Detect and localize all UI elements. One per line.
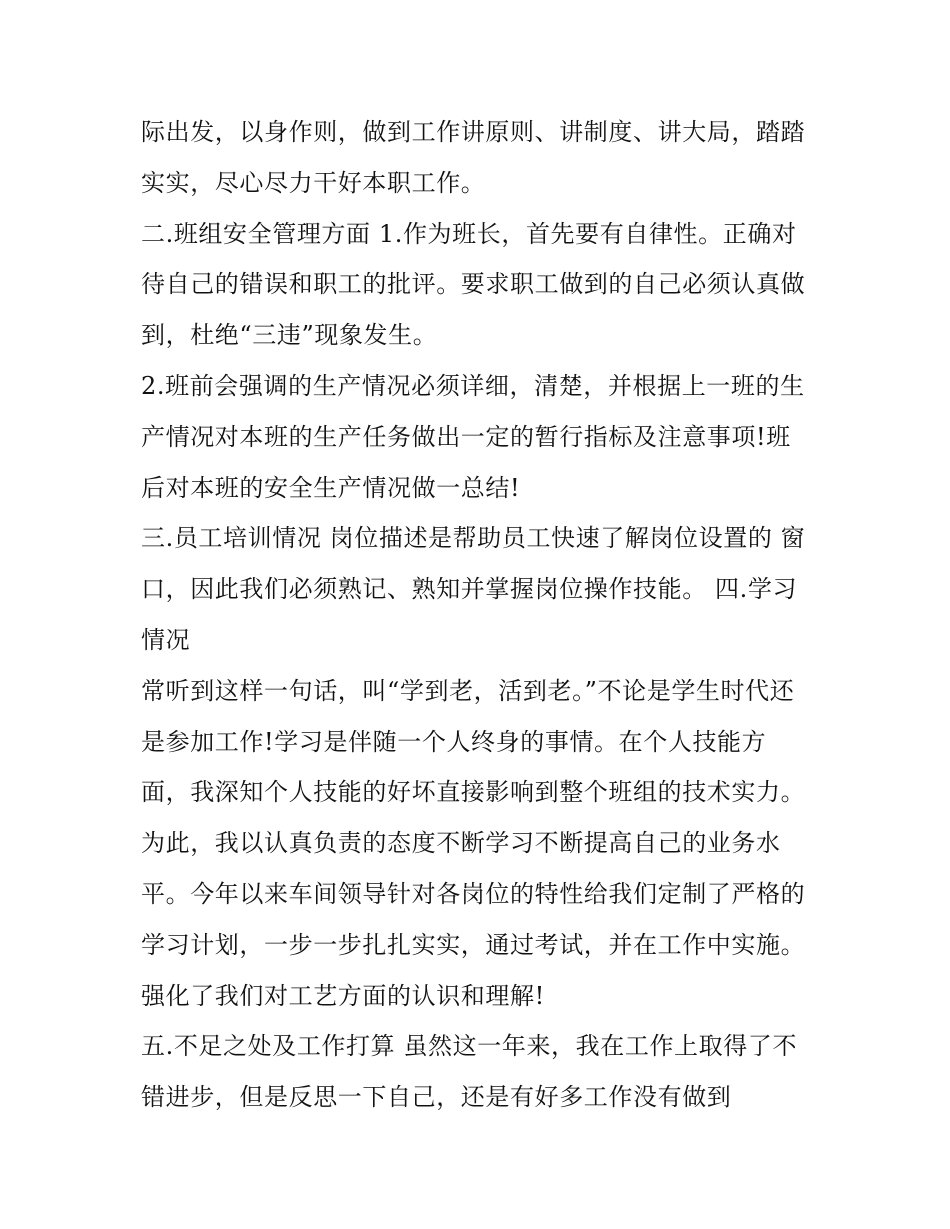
text-line: 三.员工培训情况 岗位描述是帮助员工快速了解岗位设置的 窗 <box>141 524 806 553</box>
text-line: 实实，尽心尽力干好本职工作。 <box>141 168 486 197</box>
text-line: 二.班组安全管理方面 1.作为班长，首先要有自律性。正确对 <box>141 219 797 248</box>
text-line: 产情况对本班的生产任务做出一定的暂行指标及注意事项!班 <box>141 422 791 451</box>
text-line: 情况 <box>141 625 191 654</box>
text-line: 待自己的错误和职工的批评。要求职工做到的自己必须认真做 <box>141 270 806 299</box>
text-line: 口，因此我们必须熟记、熟知并掌握岗位操作技能。 四.学习 <box>141 575 798 604</box>
text-line: 平。今年以来车间领导针对各岗位的特性给我们定制了严格的 <box>141 879 806 908</box>
text-line: 学习计划，一步一步扎扎实实，通过考试，并在工作中实施。 <box>141 930 806 959</box>
text-line: 到，杜绝“三违”现象发生。 <box>141 321 438 350</box>
text-line: 际出发，以身作则，做到工作讲原则、讲制度、讲大局，踏踏 <box>141 118 806 146</box>
document-body <box>141 107 821 1123</box>
text-line: 为此，我以认真负责的态度不断学习不断提高自己的业务水 <box>141 829 781 858</box>
text-line: 面，我深知个人技能的好坏直接影响到整个班组的技术实力。 <box>141 778 806 807</box>
text-line: 强化了我们对工艺方面的认识和理解! <box>141 981 545 1010</box>
text-line: 是参加工作!学习是伴随一个人终身的事情。在个人技能方 <box>141 727 767 756</box>
text-line: 常听到这样一句话，叫“学到老，活到老。”不论是学生时代还 <box>141 676 795 705</box>
text-line: 2.班前会强调的生产情况必须详细，清楚，并根据上一班的生 <box>141 371 805 400</box>
text-line: 五.不足之处及工作打算 虽然这一年来，我在工作上取得了不 <box>141 1032 798 1061</box>
text-line: 后对本班的安全生产情况做一总结! <box>141 473 521 502</box>
text-line: 错进步，但是反思一下自己，还是有好多工作没有做到 <box>141 1083 732 1112</box>
